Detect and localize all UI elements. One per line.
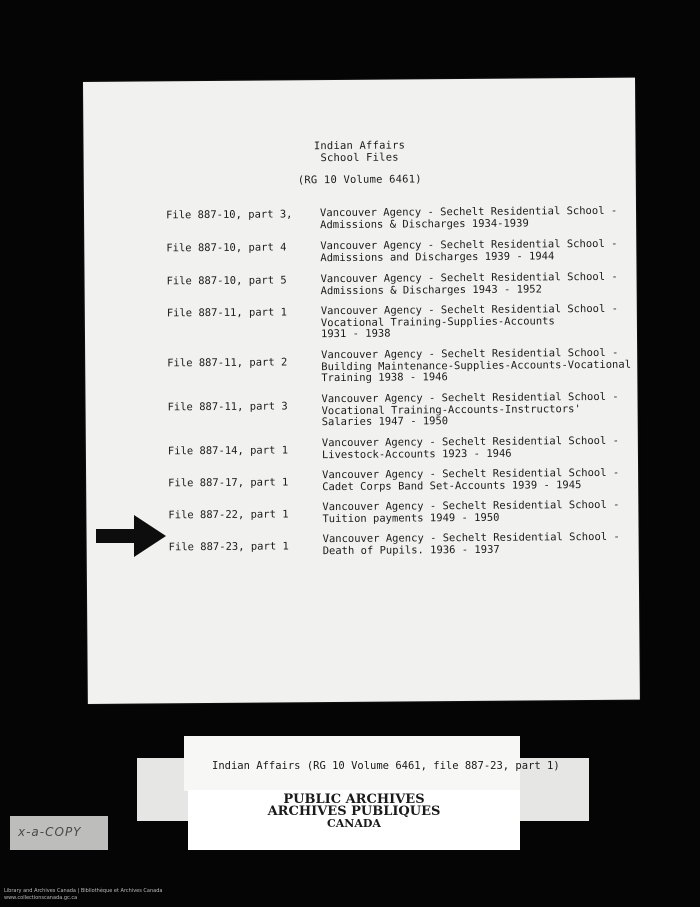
description-line: Salaries 1947 - 1950 bbox=[321, 415, 449, 429]
file-description bbox=[320, 239, 617, 264]
file-number: File 887-10, part 4 bbox=[166, 241, 287, 255]
file-description bbox=[321, 392, 618, 429]
description-line: Vocational Training-Accounts-Instructors' bbox=[321, 402, 581, 417]
description-line: Vancouver Agency - Sechelt Residential School - bbox=[322, 498, 620, 514]
file-number: File 887-22, part 1 bbox=[168, 508, 289, 522]
list-item bbox=[85, 346, 637, 385]
description-line: Vancouver Agency - Sechelt Residential School - bbox=[320, 237, 618, 253]
file-description bbox=[322, 468, 619, 493]
document-page bbox=[83, 78, 640, 704]
stamp-line-2: ARCHIVES PUBLIQUES bbox=[267, 804, 441, 819]
file-number: File 887-10, part 3, bbox=[166, 208, 293, 222]
list-item bbox=[86, 498, 638, 525]
list-item bbox=[85, 302, 637, 341]
description-line: Admissions & Discharges 1943 - 1952 bbox=[320, 282, 542, 297]
stamp-line-1: PUBLIC ARCHIVES bbox=[283, 792, 425, 807]
handwritten-text: x-a-COPY bbox=[18, 825, 82, 839]
file-number: File 887-11, part 2 bbox=[167, 356, 288, 370]
description-line: Vancouver Agency - Sechelt Residential School - bbox=[319, 204, 618, 220]
header-title: Indian Affairs bbox=[313, 139, 406, 153]
list-item bbox=[87, 530, 639, 557]
list-item bbox=[85, 390, 637, 429]
file-label-text: Indian Affairs (RG 10 Volume 6461, file 887-23, part 1) bbox=[212, 760, 560, 772]
description-line: Livestock-Accounts 1923 - 1946 bbox=[321, 447, 512, 461]
file-number: File 887-14, part 1 bbox=[167, 444, 289, 458]
file-number: File 887-23, part 1 bbox=[168, 540, 289, 554]
list-item bbox=[86, 466, 638, 493]
handwritten-note bbox=[10, 816, 108, 850]
description-line: Death of Pupils. 1936 - 1937 bbox=[322, 543, 500, 557]
description-line: Cadet Corps Band Set-Accounts 1939 - 1945 bbox=[322, 478, 582, 493]
description-line: Vancouver Agency - Sechelt Residential School - bbox=[321, 390, 619, 406]
description-line: 1931 - 1938 bbox=[320, 327, 391, 341]
file-number: File 887-11, part 3 bbox=[167, 400, 288, 414]
file-description bbox=[321, 272, 618, 297]
description-line: Vancouver Agency - Sechelt Residential School - bbox=[320, 302, 618, 318]
credit-line: Library and Archives Canada | Bibliothèque et Archives Canada bbox=[4, 888, 163, 894]
header-volume: (RG 10 Volume 6461) bbox=[297, 173, 422, 187]
pointer-arrow-icon bbox=[96, 513, 166, 559]
file-number: File 887-17, part 1 bbox=[168, 476, 289, 490]
file-description bbox=[322, 500, 619, 525]
description-line: Vancouver Agency - Sechelt Residential School - bbox=[321, 434, 620, 450]
file-number: File 887-10, part 5 bbox=[166, 274, 287, 288]
description-line: Tuition payments 1949 - 1950 bbox=[322, 511, 500, 525]
file-description bbox=[321, 304, 618, 341]
description-line: Admissions and Discharges 1939 - 1944 bbox=[320, 249, 555, 264]
stamp-line-3: CANADA bbox=[327, 817, 381, 830]
file-description bbox=[323, 532, 620, 557]
file-description bbox=[320, 206, 617, 231]
description-line: Training 1938 - 1946 bbox=[321, 371, 448, 385]
description-line: Vancouver Agency - Sechelt Residential School - bbox=[322, 530, 620, 546]
list-item bbox=[84, 204, 636, 231]
file-description bbox=[321, 348, 631, 385]
credit-url: www.collectionscanada.gc.ca bbox=[4, 895, 78, 901]
list-item bbox=[86, 434, 638, 461]
list-item bbox=[85, 270, 637, 297]
list-item bbox=[84, 237, 636, 264]
header-subtitle: School Files bbox=[320, 151, 399, 165]
file-number: File 887-11, part 1 bbox=[166, 306, 287, 320]
archives-stamp bbox=[188, 790, 520, 850]
description-line: Vancouver Agency - Sechelt Residential School - bbox=[320, 270, 618, 286]
description-line: Vancouver Agency - Sechelt Residential School - bbox=[321, 346, 619, 362]
description-line: Admissions & Discharges 1934-1939 bbox=[320, 217, 529, 231]
description-line: Vancouver Agency - Sechelt Residential School - bbox=[322, 466, 620, 482]
description-line: Vocational Training-Supplies-Accounts bbox=[320, 314, 555, 329]
file-description bbox=[322, 436, 619, 461]
description-line: Building Maintenance-Supplies-Accounts-Vocational bbox=[321, 358, 632, 373]
